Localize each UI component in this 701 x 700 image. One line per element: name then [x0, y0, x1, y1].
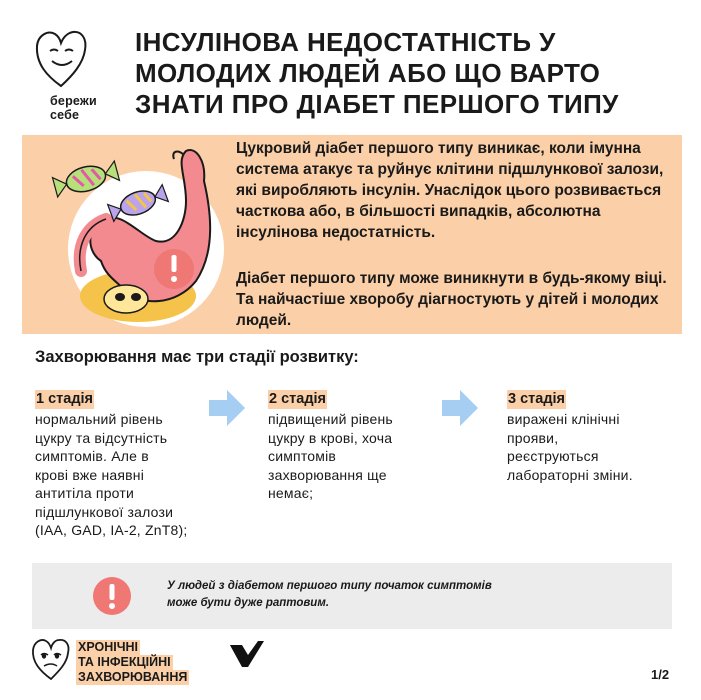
exclamation-icon	[92, 576, 132, 616]
brand-logo	[22, 26, 102, 126]
stages-heading: Захворювання має три стадії розвитку:	[35, 348, 359, 366]
logo-text-line1: бережи	[50, 94, 97, 108]
stage-2-text: підвищений рівень цукру в крові, хоча симптомів захворювання ще немає;	[268, 411, 393, 501]
category-line-1: ХРОНІЧНІ	[78, 640, 139, 654]
logo-text-line2: себе	[50, 108, 80, 122]
stage-3-text: виражені клінічні прояви, реєструються лабораторні зміни.	[507, 411, 633, 483]
page-title: ІНСУЛІНОВА НЕДОСТАТНІСТЬ У МОЛОДИХ ЛЮДЕЙ АБО ЩО ВАРТО ЗНАТИ ПРО ДІАБЕТ ПЕРШОГО ТИПУ	[135, 27, 619, 119]
heart-face-icon	[32, 26, 90, 92]
stage-1-text: нормальний рівень цукру та відсутність симптомів. Але в крові вже наявні антитіла проти підшлункової залози (IAA, GAD, IA-2, ZnT8);	[35, 411, 188, 538]
category-line-3: ЗАХВОРЮВАННЯ	[78, 670, 188, 684]
intro-paragraph-2: Діабет першого типу може виникнути в будь-якому віці. Та найчастіше хворобу діагностують у дітей і молодих людей.	[236, 270, 667, 329]
stage-1-label: 1 стадія	[36, 391, 94, 407]
stage-1	[35, 390, 215, 540]
category-line-2: ТА ІНФЕКЦІЙНІ	[78, 655, 171, 669]
stage-2	[268, 390, 448, 503]
stomach-with-candies-illustration	[46, 141, 236, 331]
notice-text: У людей з діабетом першого типу початок симптомів може бути дуже раптовим.	[167, 580, 492, 609]
stage-3-label: 3 стадія	[508, 391, 566, 407]
arrow-right-icon	[207, 388, 247, 428]
category-tag	[76, 640, 189, 685]
heart-face-icon	[30, 636, 72, 682]
page-number: 1/2	[651, 667, 670, 682]
stage-2-label: 2 стадія	[269, 391, 327, 407]
brand-mark-icon	[228, 641, 266, 667]
notice-box	[32, 563, 672, 629]
stage-3	[507, 390, 687, 484]
intro-panel	[22, 135, 682, 334]
intro-paragraph-1: Цукровий діабет першого типу виникає, коли імунна система атакує та руйнує клітини підшлункової залози, які виробляють інсулін. Унаслідок цього розвивається часткова або, в більшості випадків, абсолютна інсулінова недостатність.	[236, 140, 664, 241]
arrow-right-icon	[440, 388, 480, 428]
